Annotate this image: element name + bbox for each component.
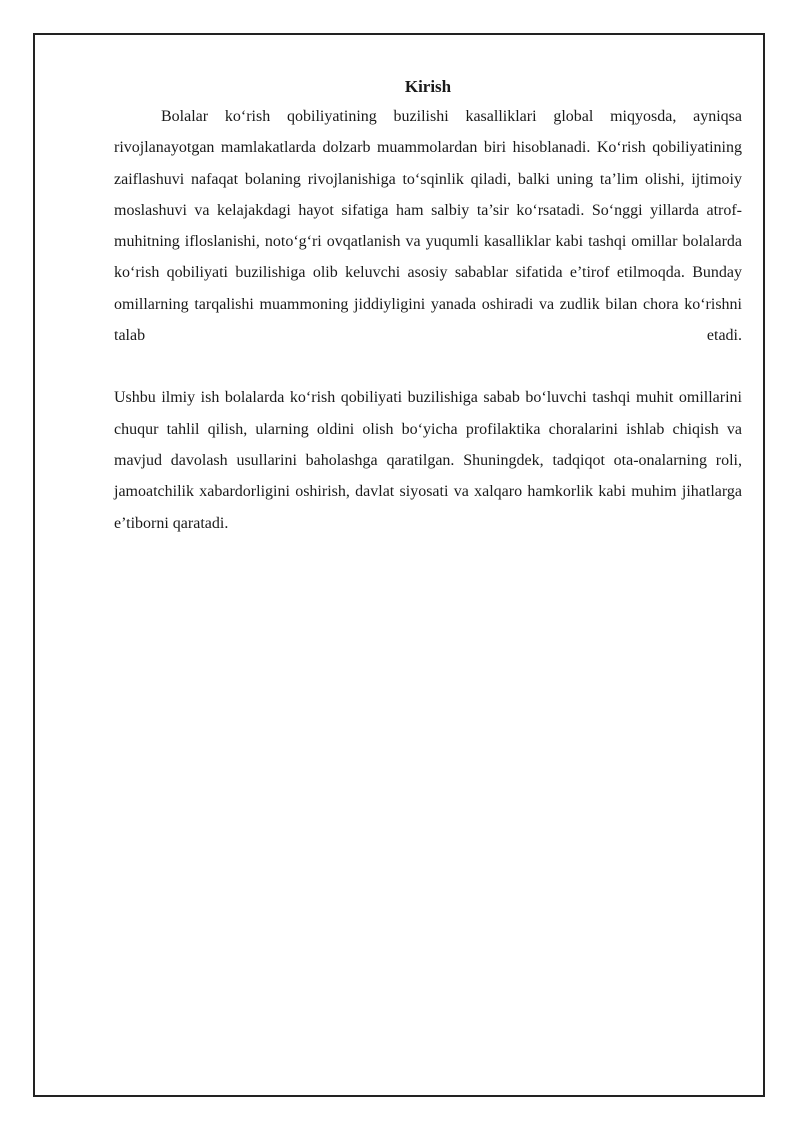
page-title: Kirish <box>404 77 452 96</box>
paragraph-spacer <box>114 351 742 382</box>
document-body <box>114 76 742 539</box>
paragraph-aims: Ushbu ilmiy ish bolalarda ko‘rish qobiliyati buzilishiga sabab bo‘luvchi tashqi muhit omillarini chuqur tahlil qilish, ularning oldini olish bo‘yicha profilaktika choralarini ishlab chiqish va mavjud davolash usullarini baholashga qaratilgan. Shuningdek, tadqiqot ota-onalarning roli, jamoatchilik xabardorligini oshirish, davlat siyosati va xalqaro hamkorlik kabi muhim jihatlarga e’tiborni qaratadi. <box>114 389 742 532</box>
paragraph-intro: Bolalar ko‘rish qobiliyatining buzilishi kasalliklari global miqyosda, ayniqsa rivojlanayotgan mamlakatlarda dolzarb muammolardan biri hisoblanadi. Ko‘rish qobiliyatining zaiflashuvi nafaqat bolaning rivojlanishiga to‘sqinlik qiladi, balki uning ta’lim olishi, ijtimoiy moslashuvi va kelajakdagi hayot sifatiga ham salbiy ta’sir ko‘rsatadi. So‘nggi yillarda atrof-muhitning ifloslanishi, noto‘g‘ri ovqatlanish va yuqumli kasalliklar kabi tashqi omillar bolalarda ko‘rish qobiliyati buzilishiga olib keluvchi asosiy sabablar sifatida e’tirof etilmoqda. Bunday omillarning tarqalishi muammoning jiddiyligini yanada oshiradi va zudlik bilan chora ko‘rishni talab etadi. <box>114 108 742 345</box>
